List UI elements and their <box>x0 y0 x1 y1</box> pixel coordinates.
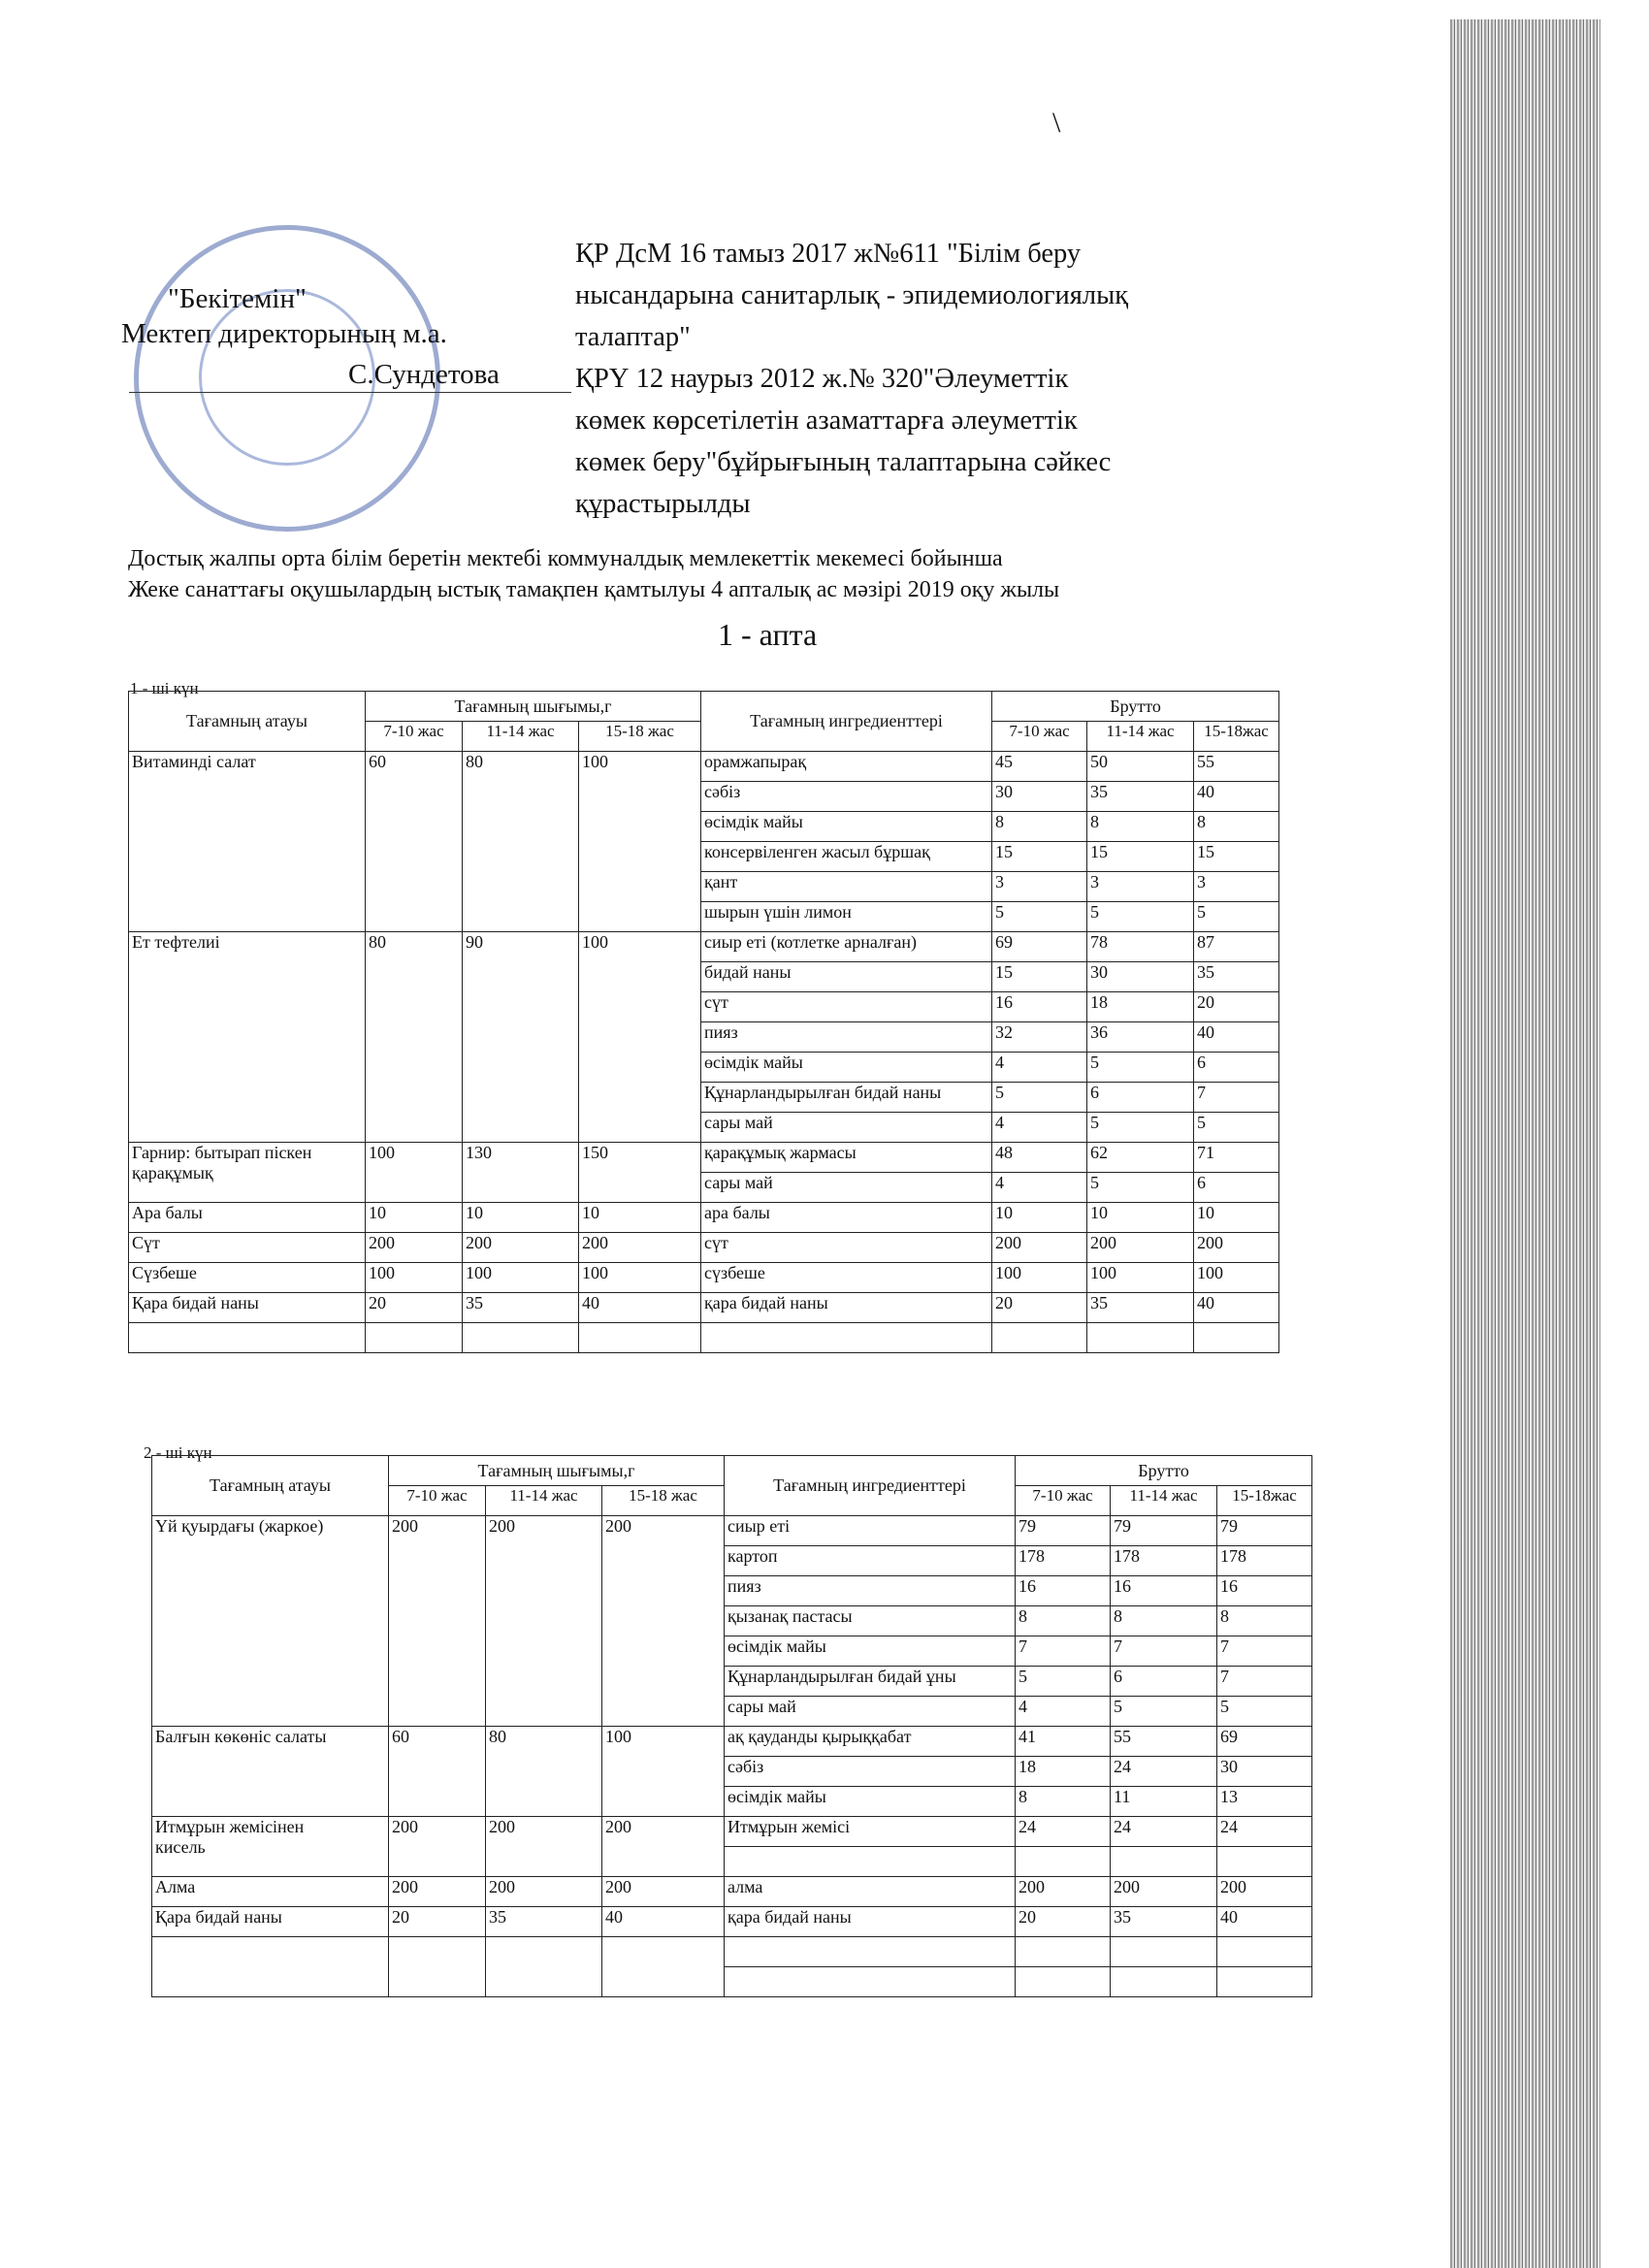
reference-line: құрастырылды <box>575 489 751 519</box>
gross-value: 15 <box>1087 842 1194 872</box>
dish-output: 200 <box>602 1516 725 1727</box>
dish-name-line: Гарнир: бытырап піскен <box>132 1143 312 1162</box>
dish-name <box>152 1817 389 1877</box>
gross-value: 5 <box>1111 1697 1217 1727</box>
dish-name-line: Витаминді салат <box>132 752 256 771</box>
dish-name-line: Итмұрын жемісінен <box>155 1817 305 1836</box>
ingredient-name: бидай наны <box>701 962 992 992</box>
gross-value: 55 <box>1194 752 1279 782</box>
gross-value <box>1217 1937 1312 1967</box>
dish-output: 200 <box>366 1233 463 1263</box>
gross-value: 5 <box>1087 1053 1194 1083</box>
dish-output: 100 <box>579 752 701 932</box>
dish-output: 150 <box>579 1143 701 1203</box>
ingredient-name <box>701 1323 992 1353</box>
dish-output: 100 <box>579 1263 701 1293</box>
dish-output: 100 <box>366 1143 463 1203</box>
reference-line: нысандарына санитарлық - эпидемиологиялық <box>575 280 1129 310</box>
gross-value: 5 <box>1087 1113 1194 1143</box>
dish-name-line: Қара бидай наны <box>132 1293 259 1312</box>
dish-name <box>152 1877 389 1907</box>
dish-name-line: кисель <box>155 1837 206 1857</box>
gross-value: 18 <box>1016 1757 1111 1787</box>
output-age: 15-18 жас <box>602 1486 725 1516</box>
table-row <box>129 1233 1279 1263</box>
reference-line: ҚРҮ 12 наурыз 2012 ж.№ 320"Әлеуметтік <box>575 364 1069 394</box>
gross-value: 4 <box>992 1053 1087 1083</box>
gross-value: 6 <box>1194 1053 1279 1083</box>
ingredient-name: сары май <box>701 1173 992 1203</box>
output-age: 11-14 жас <box>486 1486 602 1516</box>
dish-output: 200 <box>463 1233 579 1263</box>
output-age: 15-18 жас <box>579 722 701 752</box>
gross-value: 18 <box>1087 992 1194 1022</box>
dish-output: 20 <box>389 1907 486 1937</box>
gross-value: 32 <box>992 1022 1087 1053</box>
gross-value: 71 <box>1194 1143 1279 1173</box>
gross-value <box>1217 1967 1312 1997</box>
gross-value: 40 <box>1217 1907 1312 1937</box>
dish-name-line: Қара бидай наны <box>155 1907 282 1927</box>
day-1-label: 1 - ші күн <box>130 679 199 697</box>
gross-value: 36 <box>1087 1022 1194 1053</box>
gross-value: 30 <box>1217 1757 1312 1787</box>
gross-value: 48 <box>992 1143 1087 1173</box>
gross-value: 5 <box>992 902 1087 932</box>
gross-value: 50 <box>1087 752 1194 782</box>
table-row <box>152 1877 1312 1907</box>
dish-output: 200 <box>602 1877 725 1907</box>
ingredient-name: қарақұмық жармасы <box>701 1143 992 1173</box>
table-row <box>152 1727 1312 1757</box>
dish-output: 40 <box>602 1907 725 1937</box>
gross-value: 7 <box>1016 1636 1111 1667</box>
dish-output: 200 <box>579 1233 701 1263</box>
ingredient-name: ара балы <box>701 1203 992 1233</box>
gross-value: 69 <box>1217 1727 1312 1757</box>
gross-value: 178 <box>1016 1546 1111 1576</box>
ingredient-name: сәбіз <box>725 1757 1016 1787</box>
ingredient-name: пияз <box>725 1576 1016 1606</box>
dish-name-line: Алма <box>155 1877 196 1896</box>
dish-output: 80 <box>486 1727 602 1817</box>
gross-value: 79 <box>1016 1516 1111 1546</box>
gross-value: 7 <box>1217 1667 1312 1697</box>
stray-mark: \ <box>1052 107 1061 139</box>
ingredient-name: Құнарландырылған бидай ұны <box>725 1667 1016 1697</box>
table-row <box>152 1937 1312 1967</box>
gross-value: 8 <box>1111 1606 1217 1636</box>
gross-value: 8 <box>1016 1606 1111 1636</box>
gross-value: 40 <box>1194 1022 1279 1053</box>
gross-value <box>1111 1847 1217 1877</box>
col-dish-name: Тағамның атауы <box>129 692 366 752</box>
table-row <box>129 752 1279 782</box>
ingredient-name: сәбіз <box>701 782 992 812</box>
gross-value: 78 <box>1087 932 1194 962</box>
ingredient-name: сүзбеше <box>701 1263 992 1293</box>
dish-name <box>152 1937 389 1997</box>
ingredient-name: өсімдік майы <box>701 812 992 842</box>
dish-output <box>486 1937 602 1997</box>
dish-output: 200 <box>389 1877 486 1907</box>
table-row <box>129 1293 1279 1323</box>
gross-value: 79 <box>1217 1516 1312 1546</box>
gross-value: 20 <box>992 1293 1087 1323</box>
table-row <box>129 1323 1279 1353</box>
dish-output: 35 <box>486 1907 602 1937</box>
col-gross: Брутто <box>1016 1456 1312 1486</box>
day-1-menu-table <box>128 691 1279 1353</box>
dish-name-line: Үй қуырдағы (жаркое) <box>155 1516 324 1536</box>
gross-value: 35 <box>1194 962 1279 992</box>
dish-output: 100 <box>463 1263 579 1293</box>
output-age: 7-10 жас <box>389 1486 486 1516</box>
dish-name <box>152 1907 389 1937</box>
ingredient-name: Құнарландырылған бидай наны <box>701 1083 992 1113</box>
gross-value: 62 <box>1087 1143 1194 1173</box>
gross-value: 200 <box>1194 1233 1279 1263</box>
dish-output: 80 <box>463 752 579 932</box>
col-output: Тағамның шығымы,г <box>389 1456 725 1486</box>
gross-age: 7-10 жас <box>992 722 1087 752</box>
gross-value: 16 <box>1016 1576 1111 1606</box>
gross-value: 6 <box>1194 1173 1279 1203</box>
week-title: 1 - апта <box>718 617 818 652</box>
gross-value: 3 <box>1194 872 1279 902</box>
dish-name-line: Ара балы <box>132 1203 203 1222</box>
dish-output: 10 <box>463 1203 579 1233</box>
dish-name <box>129 1293 366 1323</box>
gross-value: 4 <box>992 1173 1087 1203</box>
gross-value: 15 <box>992 842 1087 872</box>
dish-output: 35 <box>463 1293 579 1323</box>
gross-value: 8 <box>1194 812 1279 842</box>
dish-output: 20 <box>366 1293 463 1323</box>
table-row <box>129 1143 1279 1173</box>
gross-value: 3 <box>992 872 1087 902</box>
dish-name <box>129 1203 366 1233</box>
reference-line: талаптар" <box>575 322 691 352</box>
gross-value: 200 <box>1217 1877 1312 1907</box>
dish-name <box>152 1516 389 1727</box>
gross-value: 3 <box>1087 872 1194 902</box>
gross-value: 178 <box>1217 1546 1312 1576</box>
dish-output: 100 <box>366 1263 463 1293</box>
gross-value: 87 <box>1194 932 1279 962</box>
ingredient-name: сары май <box>701 1113 992 1143</box>
col-ingredients: Тағамның ингредиенттері <box>725 1456 1016 1516</box>
table-row <box>152 1817 1312 1847</box>
ingredient-name: сүт <box>701 992 992 1022</box>
gross-value: 100 <box>992 1263 1087 1293</box>
dish-output <box>463 1323 579 1353</box>
dish-name <box>129 1323 366 1353</box>
ingredient-name: өсімдік майы <box>725 1787 1016 1817</box>
ingredient-name: қызанақ пастасы <box>725 1606 1016 1636</box>
approval-block <box>121 281 558 393</box>
dish-output: 200 <box>389 1817 486 1877</box>
gross-value: 16 <box>1111 1576 1217 1606</box>
ingredient-name: пияз <box>701 1022 992 1053</box>
dish-output <box>602 1937 725 1997</box>
dish-output <box>579 1323 701 1353</box>
ingredient-name <box>725 1937 1016 1967</box>
gross-value: 35 <box>1087 1293 1194 1323</box>
gross-value: 7 <box>1217 1636 1312 1667</box>
gross-age: 11-14 жас <box>1111 1486 1217 1516</box>
ingredient-name: қант <box>701 872 992 902</box>
dish-name <box>129 932 366 1143</box>
gross-value: 5 <box>992 1083 1087 1113</box>
gross-value <box>1016 1937 1111 1967</box>
ingredient-name: алма <box>725 1877 1016 1907</box>
reference-line: ҚР ДсМ 16 тамыз 2017 ж№611 "Білім беру <box>575 239 1082 269</box>
ingredient-name: өсімдік майы <box>701 1053 992 1083</box>
gross-value: 6 <box>1111 1667 1217 1697</box>
gross-value: 4 <box>1016 1697 1111 1727</box>
dish-output: 200 <box>602 1817 725 1877</box>
gross-value <box>1194 1323 1279 1353</box>
gross-value: 20 <box>1194 992 1279 1022</box>
gross-value: 8 <box>1217 1606 1312 1636</box>
gross-value: 41 <box>1016 1727 1111 1757</box>
heading-line: Жеке санаттағы оқушылардың ыстық тамақпен қамтылуы 4 апталық ас мәзірі 2019 оқу жылы <box>128 577 1060 602</box>
dish-output <box>389 1937 486 1997</box>
gross-value: 5 <box>1194 902 1279 932</box>
header-row <box>129 692 1279 722</box>
gross-value: 15 <box>1194 842 1279 872</box>
gross-value: 200 <box>992 1233 1087 1263</box>
gross-value: 24 <box>1111 1817 1217 1847</box>
ingredient-name: консервіленген жасыл бұршақ <box>701 842 992 872</box>
reference-line: көмек көрсетілетін азаматтарға әлеуметтік <box>575 405 1078 436</box>
gross-value: 200 <box>1016 1877 1111 1907</box>
table-row <box>129 932 1279 962</box>
gross-value: 40 <box>1194 1293 1279 1323</box>
gross-value <box>992 1323 1087 1353</box>
gross-value: 6 <box>1087 1083 1194 1113</box>
dish-output: 130 <box>463 1143 579 1203</box>
gross-value: 200 <box>1087 1233 1194 1263</box>
dish-output: 200 <box>486 1877 602 1907</box>
gross-value: 4 <box>992 1113 1087 1143</box>
gross-value <box>1016 1967 1111 1997</box>
ingredient-name: ақ қауданды қырыққабат <box>725 1727 1016 1757</box>
gross-value <box>1111 1937 1217 1967</box>
scan-edge-artifact <box>1450 19 1600 2268</box>
gross-value: 16 <box>1217 1576 1312 1606</box>
ingredient-name: қара бидай наны <box>701 1293 992 1323</box>
gross-value: 45 <box>992 752 1087 782</box>
gross-value: 178 <box>1111 1546 1217 1576</box>
dish-output: 100 <box>579 932 701 1143</box>
dish-name-line: қарақұмық <box>132 1163 213 1183</box>
dish-name-line: Сүт <box>132 1233 160 1252</box>
gross-value: 8 <box>992 812 1087 842</box>
gross-value: 35 <box>1087 782 1194 812</box>
dish-output: 60 <box>366 752 463 932</box>
regulation-reference <box>575 233 1177 525</box>
gross-age: 7-10 жас <box>1016 1486 1111 1516</box>
gross-value: 5 <box>1016 1667 1111 1697</box>
dish-name <box>129 1143 366 1203</box>
gross-value: 40 <box>1194 782 1279 812</box>
dish-name-line: Сүзбеше <box>132 1263 197 1282</box>
ingredient-name: сүт <box>701 1233 992 1263</box>
dish-name <box>129 1263 366 1293</box>
table-row <box>152 1907 1312 1937</box>
gross-value: 8 <box>1016 1787 1111 1817</box>
gross-value <box>1111 1967 1217 1997</box>
reference-line: көмек беру"бұйрығының талаптарына сәйкес <box>575 447 1112 477</box>
header-row <box>152 1456 1312 1486</box>
gross-value: 55 <box>1111 1727 1217 1757</box>
gross-value: 100 <box>1194 1263 1279 1293</box>
day-2-menu-table <box>151 1455 1312 1997</box>
dish-output: 90 <box>463 932 579 1143</box>
dish-output: 60 <box>389 1727 486 1817</box>
ingredient-name: қара бидай наны <box>725 1907 1016 1937</box>
gross-value: 24 <box>1111 1757 1217 1787</box>
day-2-label: 2 - ші күн <box>144 1443 212 1462</box>
dish-output: 80 <box>366 932 463 1143</box>
gross-value: 7 <box>1194 1083 1279 1113</box>
gross-value: 5 <box>1087 1173 1194 1203</box>
dish-output <box>366 1323 463 1353</box>
gross-value: 10 <box>1194 1203 1279 1233</box>
dish-output: 200 <box>486 1516 602 1727</box>
ingredient-name: Итмұрын жемісі <box>725 1817 1016 1847</box>
approval-position: Мектеп директорының м.а. <box>121 318 447 349</box>
col-dish-name: Тағамның атауы <box>152 1456 389 1516</box>
dish-output: 100 <box>602 1727 725 1817</box>
gross-value: 79 <box>1111 1516 1217 1546</box>
gross-value: 7 <box>1111 1636 1217 1667</box>
heading-line: Достық жалпы орта білім беретін мектебі коммуналдық мемлекеттік мекемесі бойынша <box>128 546 1003 571</box>
dish-name-line: Балғын көкөніс салаты <box>155 1727 327 1746</box>
gross-value: 13 <box>1217 1787 1312 1817</box>
table-row <box>152 1516 1312 1546</box>
gross-value: 30 <box>1087 962 1194 992</box>
dish-output: 40 <box>579 1293 701 1323</box>
gross-value: 24 <box>1217 1817 1312 1847</box>
output-age: 11-14 жас <box>463 722 579 752</box>
gross-value: 10 <box>992 1203 1087 1233</box>
table-row <box>129 1203 1279 1233</box>
dish-name <box>129 1233 366 1263</box>
col-output: Тағамның шығымы,г <box>366 692 701 722</box>
ingredient-name: өсімдік майы <box>725 1636 1016 1667</box>
approval-signature-name: С.Сундетова <box>129 357 571 393</box>
gross-value: 11 <box>1111 1787 1217 1817</box>
gross-value: 69 <box>992 932 1087 962</box>
approval-title: "Бекітемін" <box>168 283 307 314</box>
gross-value: 30 <box>992 782 1087 812</box>
gross-value: 15 <box>992 962 1087 992</box>
gross-age: 11-14 жас <box>1087 722 1194 752</box>
gross-value <box>1087 1323 1194 1353</box>
ingredient-name: картоп <box>725 1546 1016 1576</box>
ingredient-name: сиыр еті (котлетке арналған) <box>701 932 992 962</box>
ingredient-name <box>725 1847 1016 1877</box>
gross-value: 200 <box>1111 1877 1217 1907</box>
gross-value: 5 <box>1087 902 1194 932</box>
gross-value: 5 <box>1217 1697 1312 1727</box>
document-heading <box>128 543 1292 605</box>
gross-value <box>1016 1847 1111 1877</box>
gross-value: 20 <box>1016 1907 1111 1937</box>
gross-value: 100 <box>1087 1263 1194 1293</box>
gross-value: 10 <box>1087 1203 1194 1233</box>
gross-value: 5 <box>1194 1113 1279 1143</box>
gross-age: 15-18жас <box>1217 1486 1312 1516</box>
output-age: 7-10 жас <box>366 722 463 752</box>
dish-output: 10 <box>366 1203 463 1233</box>
table-row <box>129 1263 1279 1293</box>
gross-value: 16 <box>992 992 1087 1022</box>
ingredient-name: сары май <box>725 1697 1016 1727</box>
dish-output: 10 <box>579 1203 701 1233</box>
ingredient-name: орамжапырақ <box>701 752 992 782</box>
dish-output: 200 <box>486 1817 602 1877</box>
gross-value: 35 <box>1111 1907 1217 1937</box>
gross-value <box>1217 1847 1312 1877</box>
ingredient-name: сиыр еті <box>725 1516 1016 1546</box>
gross-value: 24 <box>1016 1817 1111 1847</box>
col-gross: Брутто <box>992 692 1279 722</box>
gross-age: 15-18жас <box>1194 722 1279 752</box>
dish-output: 200 <box>389 1516 486 1727</box>
ingredient-name: шырын үшін лимон <box>701 902 992 932</box>
dish-name-line: Ет тефтелиі <box>132 932 220 952</box>
col-ingredients: Тағамның ингредиенттері <box>701 692 992 752</box>
gross-value: 8 <box>1087 812 1194 842</box>
ingredient-name <box>725 1967 1016 1997</box>
dish-name <box>152 1727 389 1817</box>
dish-name <box>129 752 366 932</box>
